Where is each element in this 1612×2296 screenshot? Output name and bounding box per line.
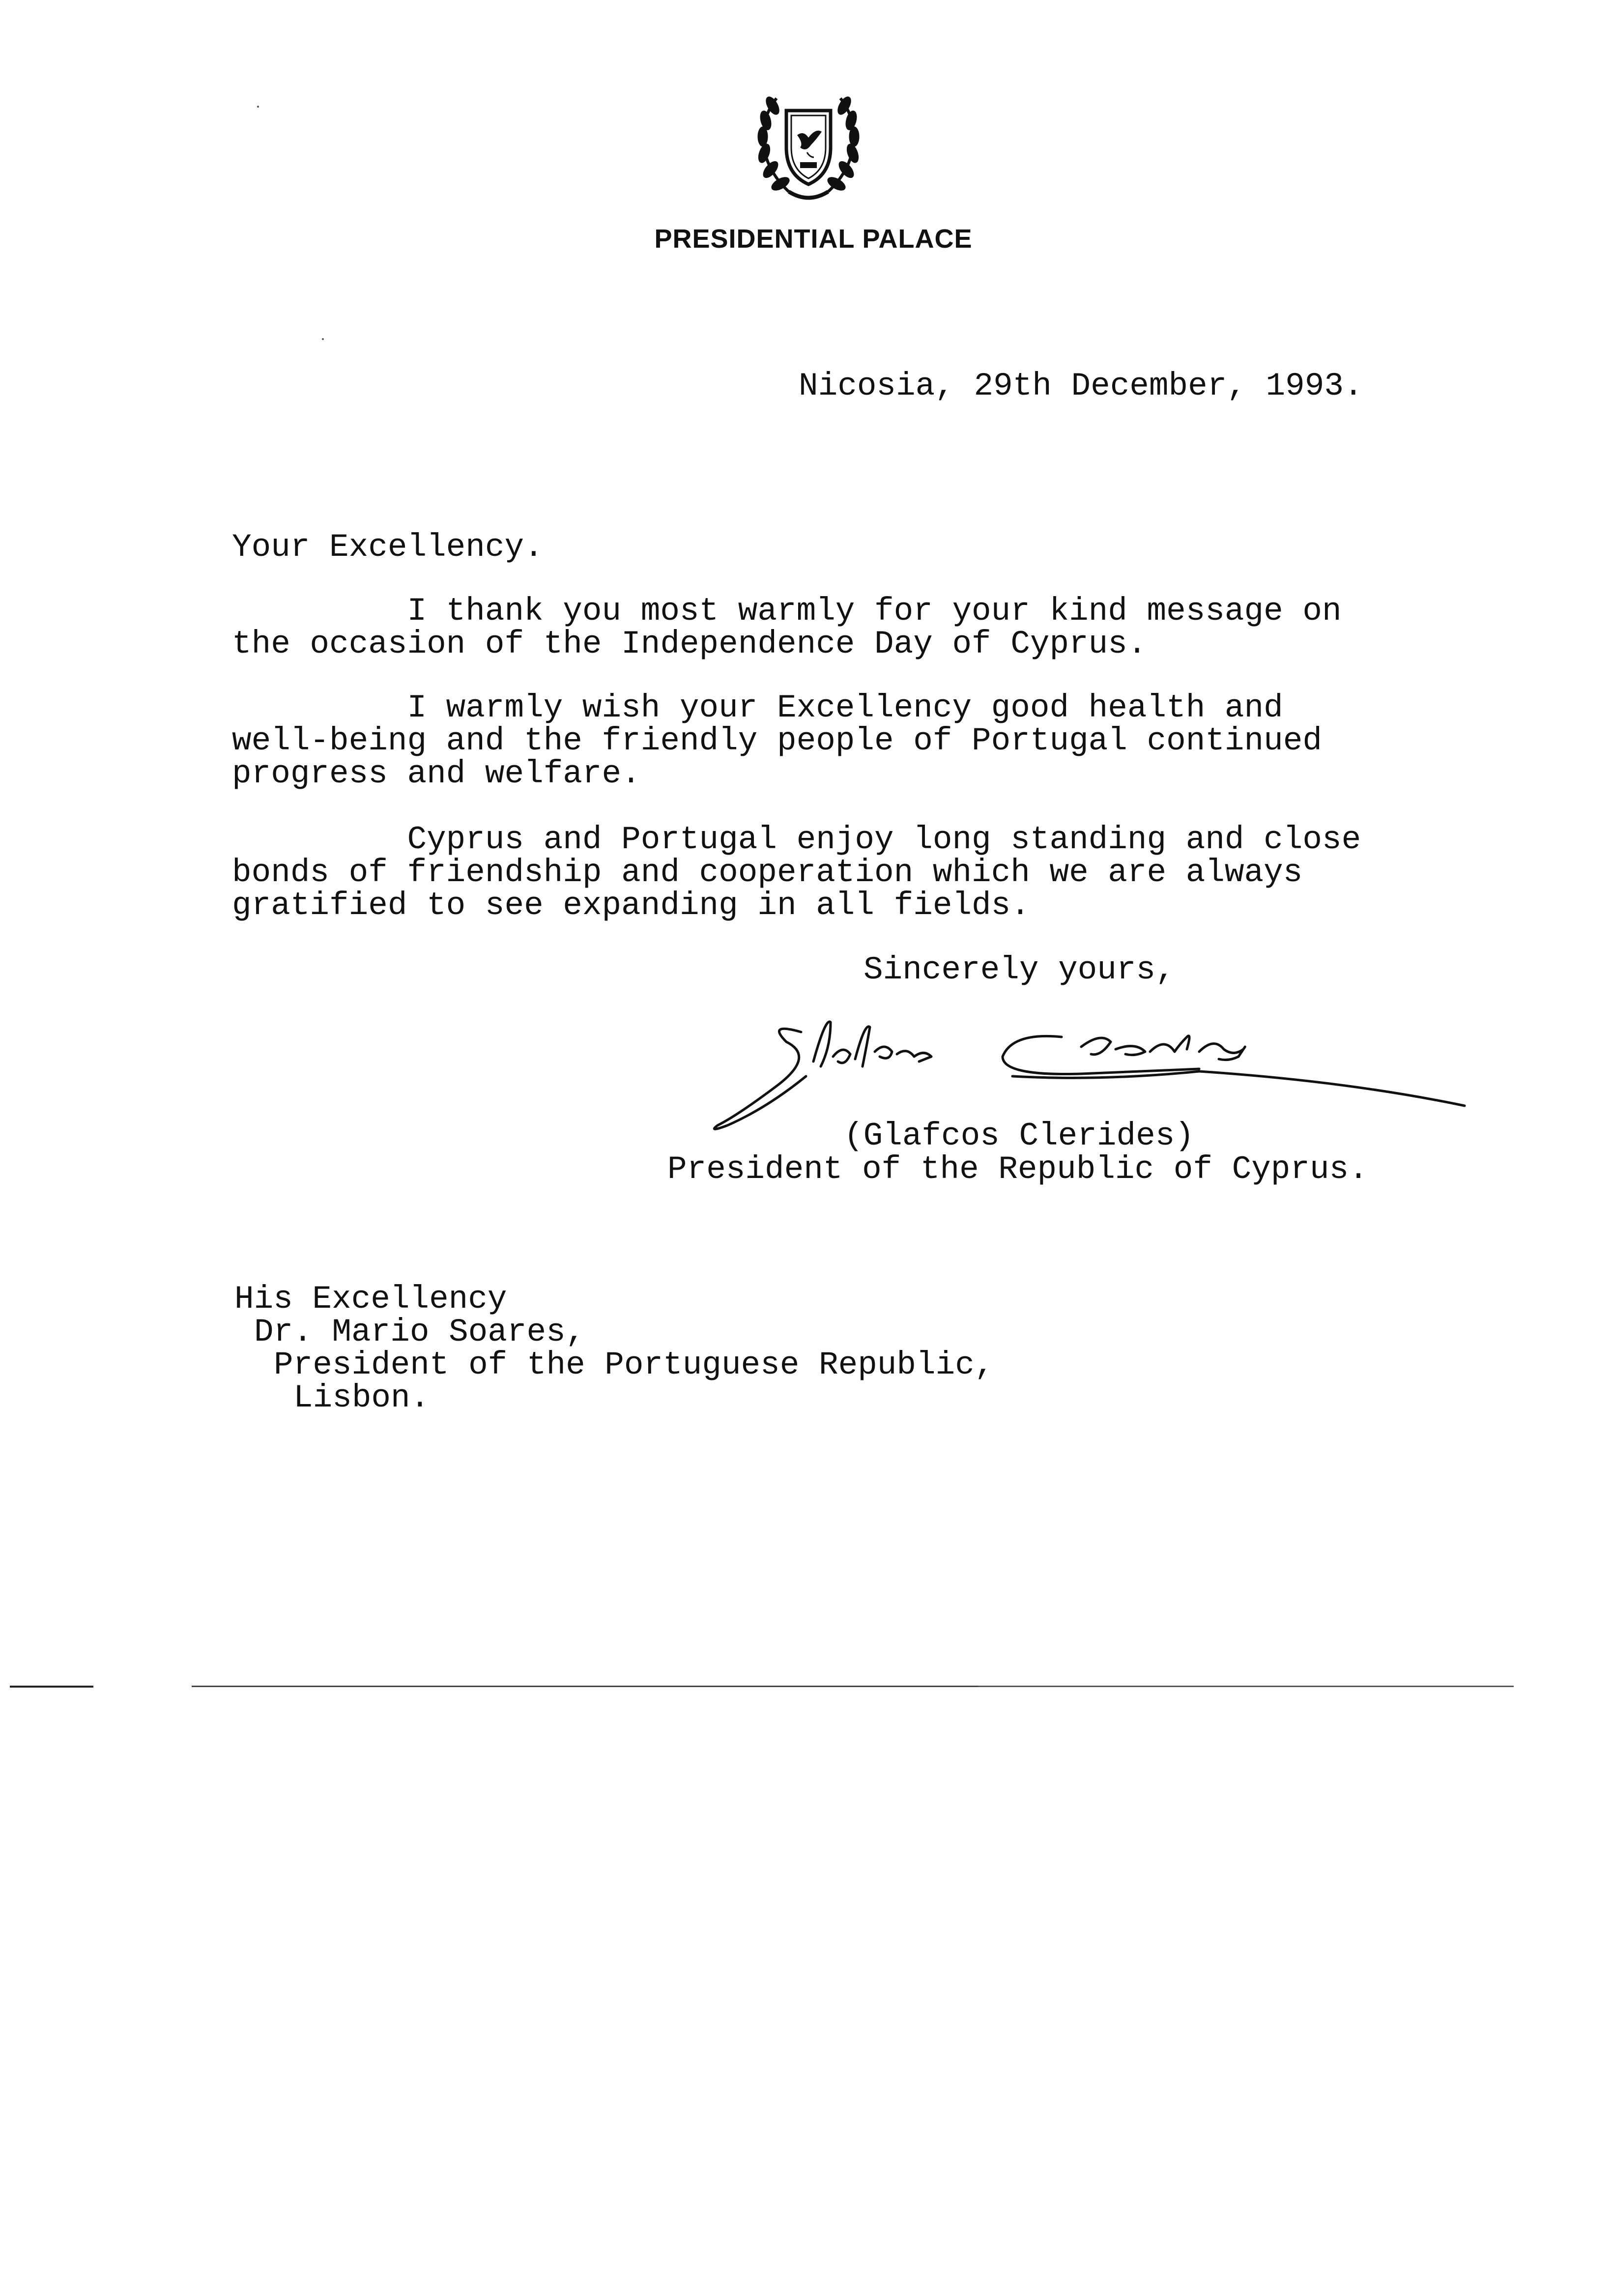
addressee-line: Lisbon.	[293, 1379, 430, 1416]
scan-speck	[257, 106, 259, 108]
body-line: the occasion of the Independence Day of Cyprus.	[232, 626, 1147, 662]
body-line: Cyprus and Portugal enjoy long standing and close	[232, 821, 1361, 858]
addressee-line: President of the Portuguese Republic,	[274, 1347, 994, 1383]
scan-speck	[322, 338, 324, 340]
page-rule	[10, 1686, 93, 1688]
body-line: gratified to see expanding in all fields.	[232, 887, 1030, 924]
salutation: Your Excellency.	[232, 529, 544, 566]
page-rule	[978, 1686, 1514, 1687]
signatory-name: (Glafcos Clerides)	[844, 1118, 1194, 1154]
page-rule	[192, 1686, 978, 1687]
coat-of-arms-emblem	[742, 84, 875, 206]
letterhead-title: PRESIDENTIAL PALACE	[654, 224, 973, 254]
signatory-title: President of the Republic of Cyprus.	[667, 1151, 1368, 1188]
body-line: progress and welfare.	[232, 755, 641, 792]
closing: Sincerely yours,	[864, 951, 1175, 988]
body-line: I thank you most warmly for your kind message on	[232, 593, 1342, 630]
body-line: bonds of friendship and cooperation which we are always	[232, 854, 1303, 891]
addressee-line: His Excellency	[234, 1281, 507, 1318]
body-line: I warmly wish your Excellency good health and	[232, 689, 1283, 726]
body-line: well-being and the friendly people of Portugal continued	[232, 722, 1322, 759]
dateline: Nicosia, 29th December, 1993.	[799, 368, 1363, 404]
addressee-line: Dr. Mario Soares,	[254, 1314, 585, 1350]
